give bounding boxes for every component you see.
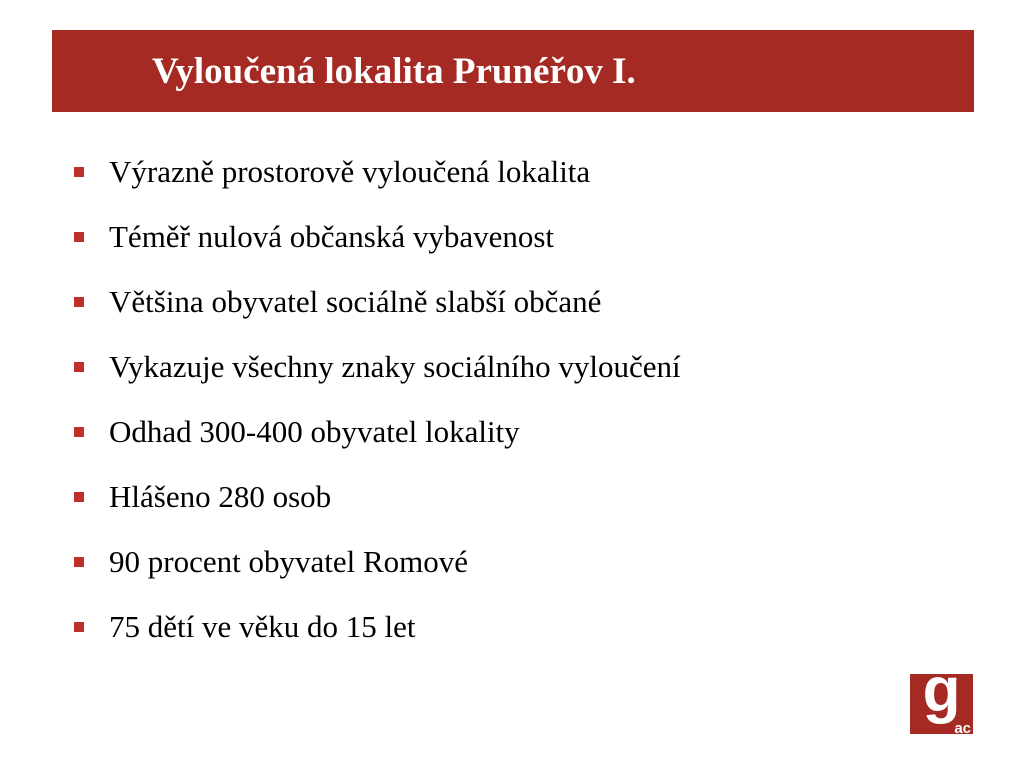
bullet-text: 75 dětí ve věku do 15 let <box>109 609 416 644</box>
bullet-text: Výrazně prostorově vyloučená lokalita <box>109 154 591 189</box>
list-item <box>72 540 681 605</box>
bullet-text: Většina obyvatel sociálně slabší občané <box>109 284 602 319</box>
square-bullet-icon <box>74 167 84 177</box>
bullet-text: Téměř nulová občanská vybavenost <box>109 219 555 254</box>
logo-suffix: ac <box>954 720 971 734</box>
list-item <box>72 410 681 475</box>
list-item <box>72 605 681 670</box>
bullet-text: 90 procent obyvatel Romové <box>109 544 468 579</box>
bullet-list <box>72 150 681 670</box>
square-bullet-icon <box>74 427 84 437</box>
list-item <box>72 150 681 215</box>
list-item <box>72 215 681 280</box>
slide-title: Vyloučená lokalita Prunéřov I. <box>152 51 636 92</box>
list-item <box>72 280 681 345</box>
bullet-text: Hlášeno 280 osob <box>109 479 332 514</box>
logo <box>910 674 973 734</box>
list-item <box>72 475 681 540</box>
logo-letter: g <box>922 674 961 725</box>
square-bullet-icon <box>74 362 84 372</box>
list-item <box>72 345 681 410</box>
square-bullet-icon <box>74 297 84 307</box>
bullet-text: Vykazuje všechny znaky sociálního vyloučení <box>109 349 681 384</box>
title-bar <box>52 30 974 112</box>
bullet-text: Odhad 300-400 obyvatel lokality <box>109 414 520 449</box>
square-bullet-icon <box>74 557 84 567</box>
square-bullet-icon <box>74 232 84 242</box>
square-bullet-icon <box>74 492 84 502</box>
square-bullet-icon <box>74 622 84 632</box>
